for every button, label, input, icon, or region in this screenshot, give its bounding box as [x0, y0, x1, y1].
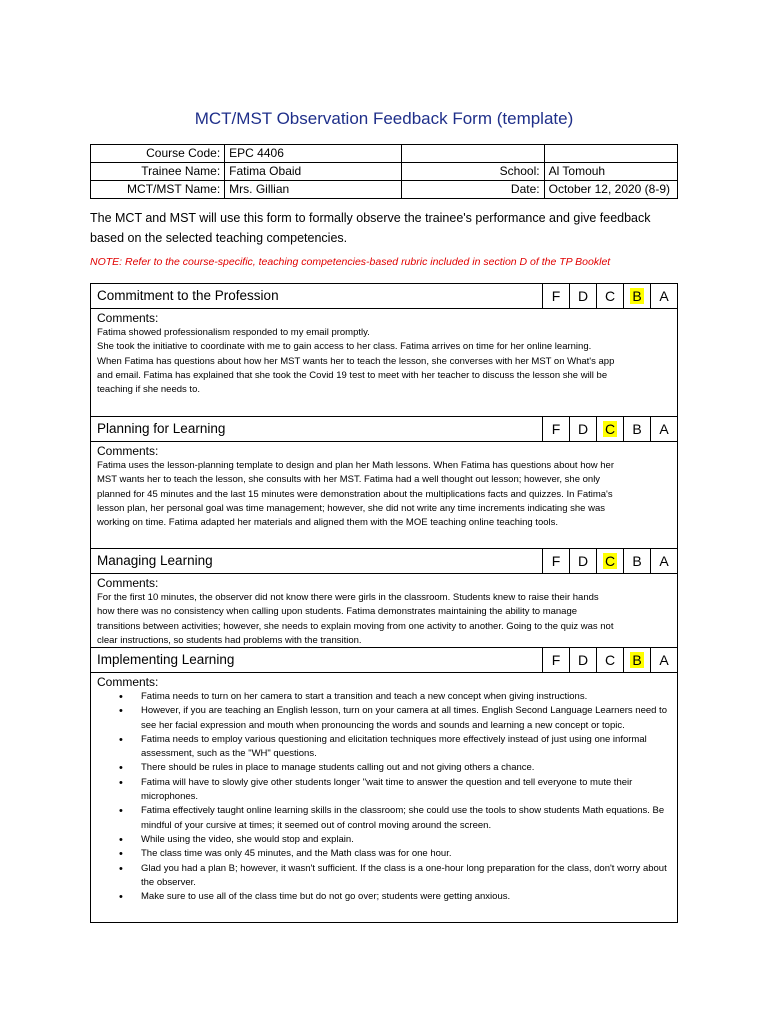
grade-f [543, 284, 570, 308]
comment-bullet: • Fatima needs to employ various questioning and elicitation techniques more effectively instead of just using one informal assessment, such as the "WH" questions. [141, 733, 669, 762]
section-header [91, 549, 677, 574]
comments-label: Comments: [97, 576, 159, 590]
grade-c-selected [597, 549, 624, 573]
grade-f [543, 648, 570, 672]
section-title: Commitment to the Profession [91, 284, 543, 308]
grade-letter: B [632, 553, 642, 569]
date-value: October 12, 2020 (8-9) [544, 181, 677, 199]
comment-line: When Fatima has questions about how her MST wants her to teach the lesson, she converses with her MST on What's app [97, 355, 615, 367]
comment-line: clear instructions, so students had problems with the transition. [97, 634, 362, 646]
comment-text [91, 459, 677, 530]
trainee-name-value: Fatima Obaid [225, 163, 402, 181]
trainee-name-label: Trainee Name: [91, 163, 225, 181]
comment-line: transitions between activities; however, she needs to explain moving from one activity to another. Going to the quiz was not [97, 620, 614, 632]
rubric-note: NOTE: Refer to the course-specific, teaching competencies-based rubric included in section D of the TP Booklet [90, 256, 611, 268]
grade-letter: A [659, 288, 669, 304]
course-code-label: Course Code: [91, 145, 225, 163]
grade-f [543, 417, 570, 441]
blank-cell [402, 145, 544, 163]
grade-letter: B [632, 652, 642, 668]
course-code-value: EPC 4406 [225, 145, 402, 163]
grade-c [597, 648, 624, 672]
grade-letter: F [551, 288, 561, 304]
comment-line: and email. Fatima has explained that she took the Covid 19 test to meet with her teacher to discuss the lesson she will be [97, 369, 608, 381]
comment-text [91, 326, 677, 397]
grade-d [570, 284, 597, 308]
comment-bullet: • Fatima effectively taught online learning skills in the classroom; she could use the tools to show students Math equations. Be mindful of your cursive at times; it seemed out of control moving around the screen. [141, 804, 669, 833]
grade-a [651, 417, 677, 441]
comments-label: Comments: [97, 444, 159, 458]
section-header [91, 284, 677, 309]
rubric-section [90, 416, 678, 549]
info-table [90, 144, 678, 199]
rubric-section [90, 283, 678, 417]
comment-bullet: • Glad you had a plan B; however, it wasn't sufficient. If the class is a one-hour long preparation for the class, don't worry about the observer. [141, 862, 669, 891]
comment-bullet: • The class time was only 45 minutes, and the Math class was for one hour. [141, 847, 669, 861]
section-header [91, 417, 677, 442]
grade-d [570, 549, 597, 573]
grade-b-selected [624, 648, 651, 672]
grade-letter: D [577, 421, 589, 437]
grade-letter: B [632, 421, 642, 437]
comment-line: Fatima showed professionalism responded to my email promptly. [97, 327, 370, 338]
grade-d [570, 417, 597, 441]
school-value: Al Tomouh [544, 163, 677, 181]
grade-letter: D [577, 288, 589, 304]
mctmst-name-label: MCT/MST Name: [91, 181, 225, 199]
section-title: Planning for Learning [91, 417, 543, 441]
grade-b [624, 549, 651, 573]
grade-letter: D [577, 652, 589, 668]
comment-line: teaching if she needs to. [97, 384, 200, 396]
comment-line: working on time. Fatima adapted her materials and aligned them with the MOE teaching online teaching tools. [97, 517, 559, 529]
grade-letter: D [577, 553, 589, 569]
comments-label: Comments: [97, 675, 159, 689]
date-label: Date: [402, 181, 544, 199]
page-title: MCT/MST Observation Feedback Form (template) [194, 109, 574, 128]
grade-c-selected [597, 417, 624, 441]
grade-letter: B [632, 288, 642, 304]
comment-bullet: • Make sure to use all of the class time but do not go over; students were getting anxious. [141, 890, 669, 904]
grade-a [651, 549, 677, 573]
comment-bullet: • There should be rules in place to manage students calling out and not giving others a chance. [141, 761, 669, 775]
comment-line: lesson plan, her personal goal was time management; however, she did not write any time increments indicating she was [97, 502, 605, 514]
mctmst-name-value: Mrs. Gillian [225, 181, 402, 199]
comment-line: For the first 10 minutes, the observer did not know there were girls in the classroom. Students knew to raise their hands [97, 592, 599, 603]
grade-letter: F [551, 421, 561, 437]
blank-cell [544, 145, 677, 163]
section-title: Implementing Learning [91, 648, 543, 672]
comment-line: planned for 45 minutes and the last 15 minutes were demonstration about the multiplications facts and quizzes. In Fatima's [97, 488, 613, 500]
grade-letter: C [604, 288, 616, 304]
rubric-section [90, 548, 678, 648]
grade-d [570, 648, 597, 672]
grade-letter: A [659, 421, 669, 437]
comment-bullet: • Fatima needs to turn on her camera to start a transition and teach a new concept when giving instructions. [141, 690, 669, 704]
grade-letter: C [604, 421, 616, 437]
grade-letter: F [551, 652, 561, 668]
grade-b [624, 417, 651, 441]
intro-paragraph: The MCT and MST will use this form to formally observe the trainee's performance and give feedback based on the selected teaching competencies. [90, 211, 651, 245]
comment-line: Fatima uses the lesson-planning template to design and plan her Math lessons. When Fatima has questions about how her [97, 460, 614, 471]
grade-a [651, 284, 677, 308]
grade-b-selected [624, 284, 651, 308]
section-header [91, 648, 677, 673]
grade-letter: A [659, 553, 669, 569]
rubric-section [90, 647, 678, 923]
comment-bullet: • Fatima will have to slowly give other students longer "wait time to answer the question and tell everyone to mute their microphones. [141, 776, 669, 805]
comments-label: Comments: [97, 311, 159, 325]
grade-a [651, 648, 677, 672]
comment-text [91, 591, 677, 648]
comment-line: She took the initiative to coordinate with me to gain access to her class. Fatima arrives on time for her online learning. [97, 341, 592, 353]
comment-bullet: • While using the video, she would stop and explain. [141, 833, 669, 847]
comment-line: MST wants her to teach the lesson, she consults with her MST. Fatima had a well thought out lesson; however, she only [97, 474, 601, 486]
grade-letter: C [604, 553, 616, 569]
section-title: Managing Learning [91, 549, 543, 573]
grade-letter: C [604, 652, 616, 668]
grade-letter: F [551, 553, 561, 569]
comment-bullet: • However, if you are teaching an English lesson, turn on your camera at all times. English Second Language Learners need to see her facial expression and mouth when pronouncing the words and sounds and learning a new concept or topic. [141, 704, 669, 733]
comment-bullet-list [91, 690, 677, 904]
comment-line: how there was no consistency when calling upon students. Fatima demonstrates maintaining the ability to manage [97, 606, 578, 618]
school-label: School: [402, 163, 544, 181]
grade-c [597, 284, 624, 308]
grade-f [543, 549, 570, 573]
grade-letter: A [659, 652, 669, 668]
